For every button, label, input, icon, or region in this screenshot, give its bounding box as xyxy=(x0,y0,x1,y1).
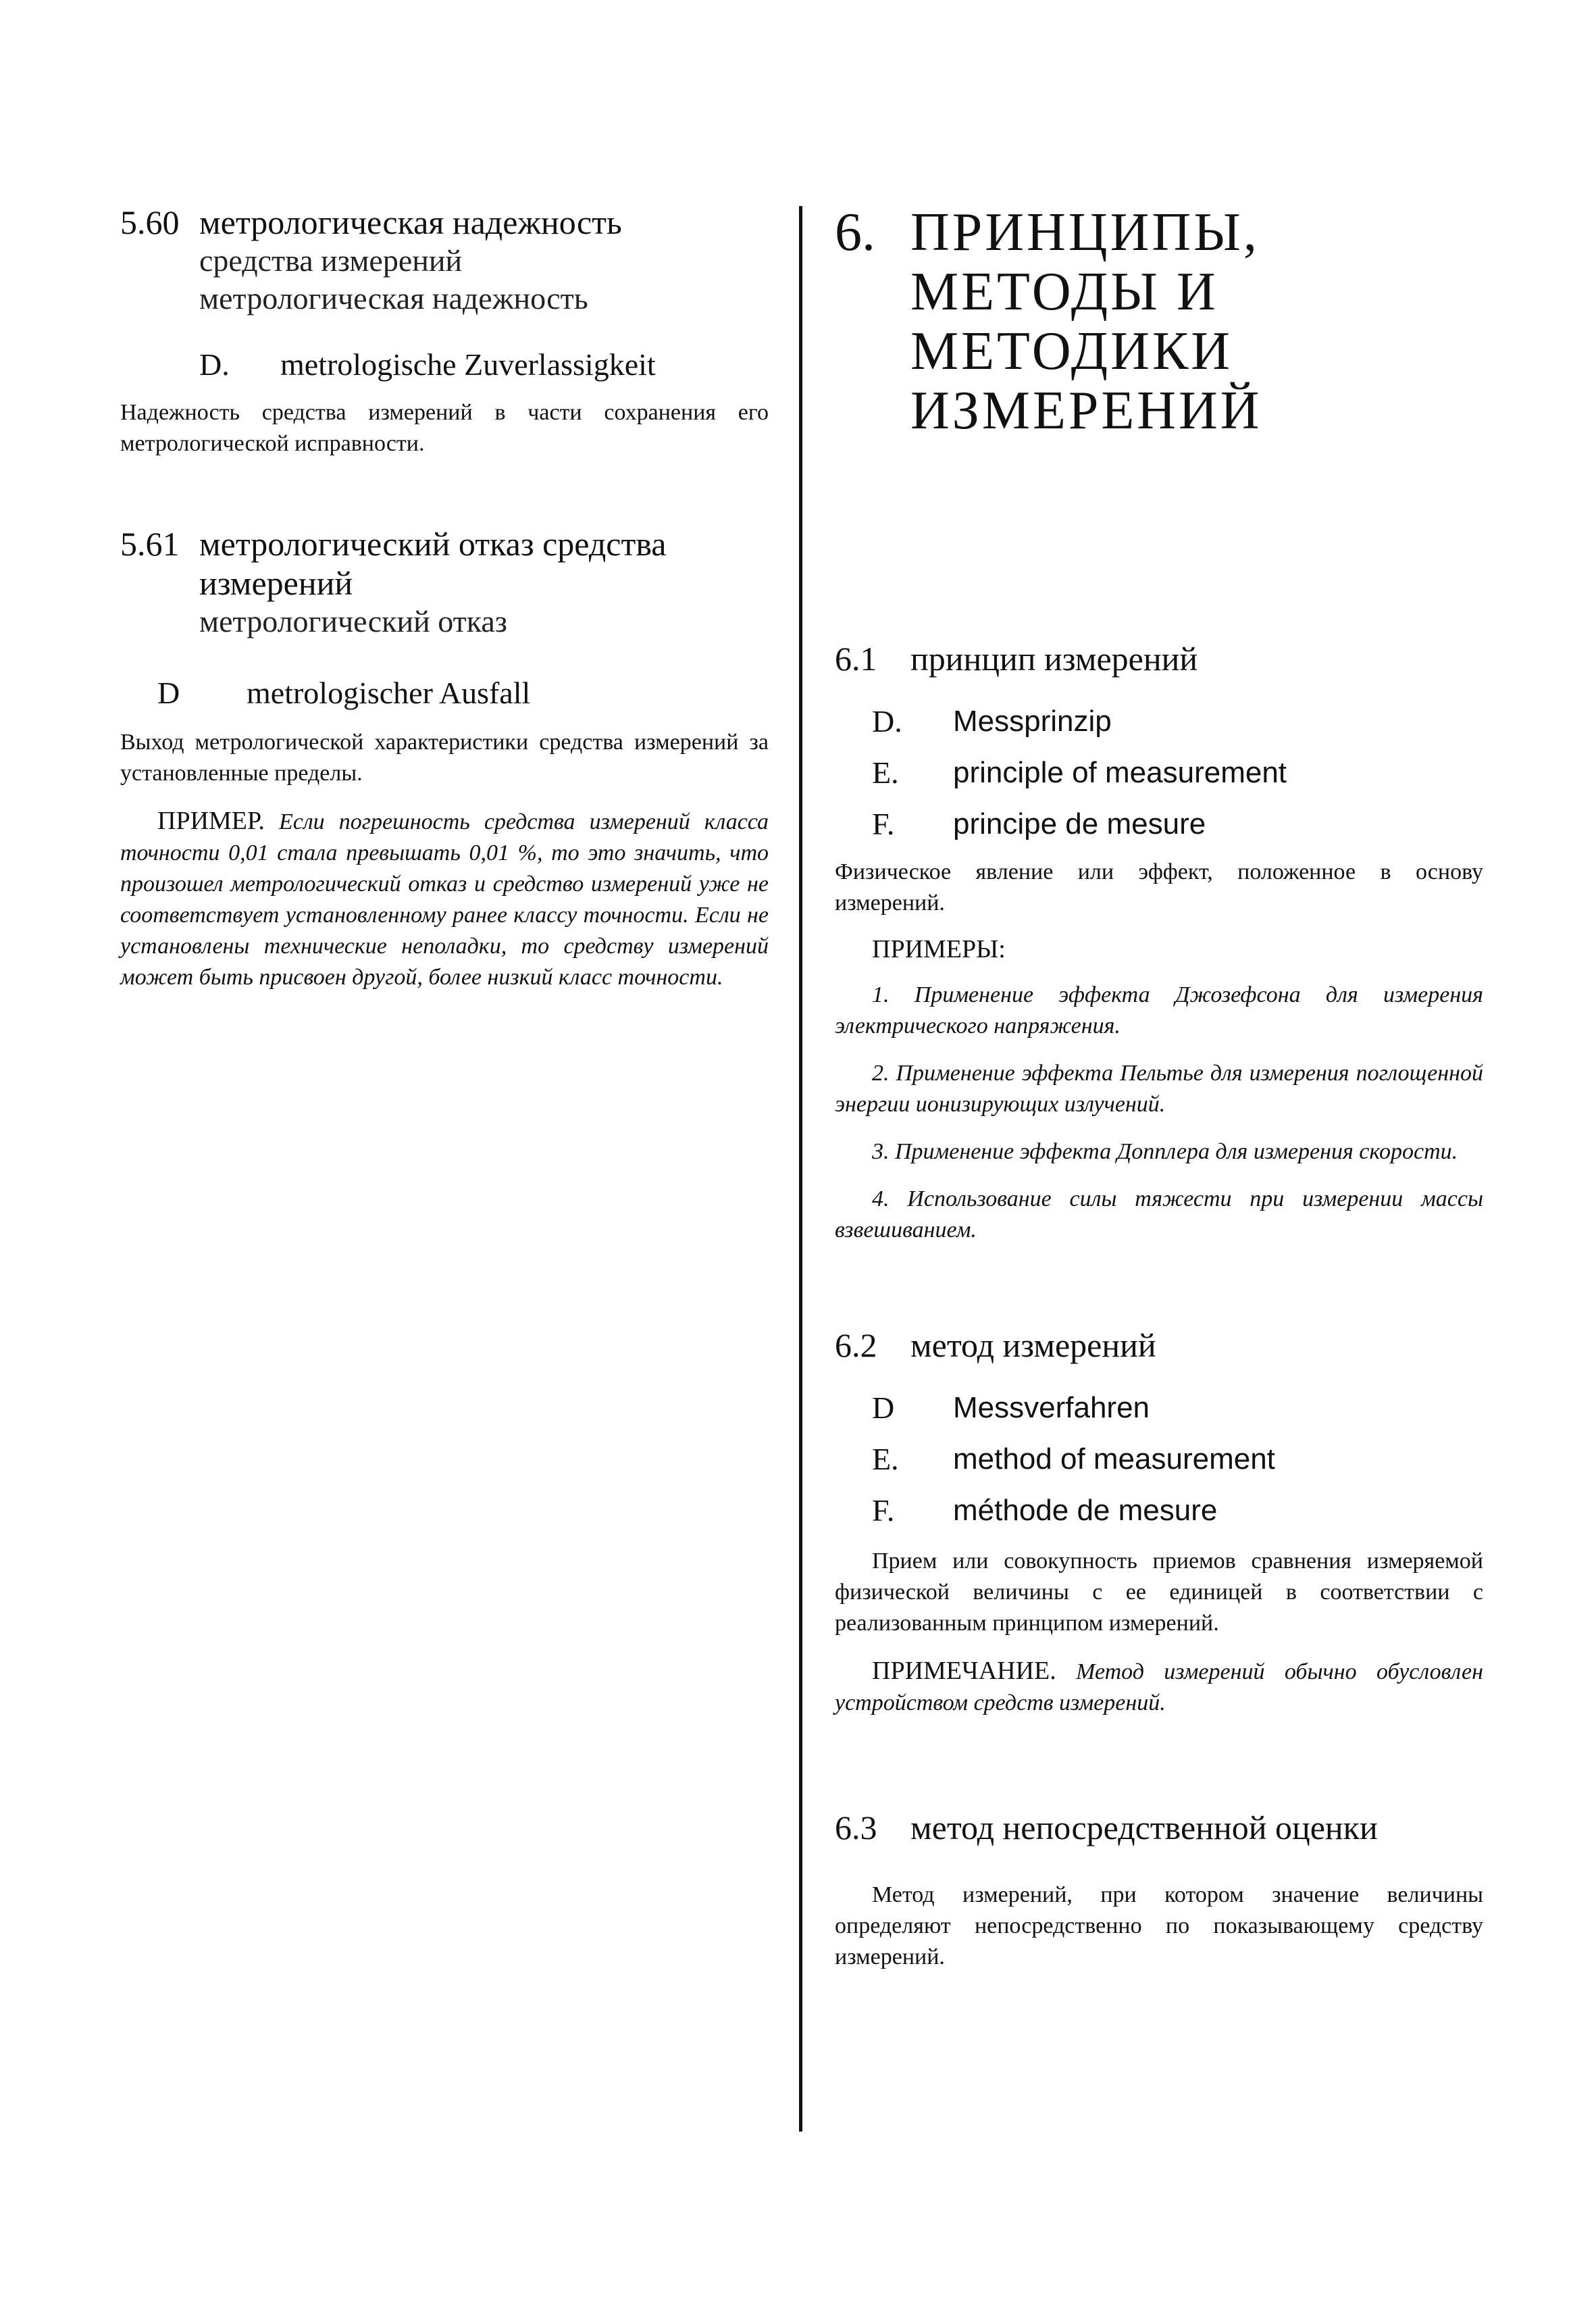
section-title-line: ИЗМЕРЕНИЙ xyxy=(910,381,1262,441)
example-item: 1. Применение эффекта Джозефсона для измерения электрического напряжения. xyxy=(835,982,1483,1038)
example-text: Если погрешность средства измерений класса точности 0,01 стала превышать 0,01 %, то это значить, что произошел метрологический отказ и средство измерений уже не соответствует установленному ранее классу точности. Если не установлены технические неполадки, то средству измерений может быть присвоен другой, более низкий класс точности. xyxy=(120,809,769,990)
column-divider xyxy=(799,206,802,2132)
lang-code: F. xyxy=(872,1493,895,1528)
example xyxy=(120,805,769,993)
term-short: метрологический отказ xyxy=(199,604,507,638)
german-equivalent xyxy=(199,346,769,384)
right-column xyxy=(835,203,1483,1973)
example-item: 4. Использование силы тяжести при измерении массы взвешиванием. xyxy=(835,1186,1483,1242)
term-heading: принцип измерений xyxy=(910,640,1198,678)
term-short: метрологическая надежность xyxy=(199,281,588,316)
example-lead: ПРИМЕР. xyxy=(157,807,265,835)
note xyxy=(835,1655,1483,1719)
entry-6-1 xyxy=(835,639,1483,1246)
lang-code: D. xyxy=(199,347,230,382)
lang-code: F. xyxy=(872,807,895,841)
lang-term: method of measurement xyxy=(953,1442,1275,1476)
note-text: Метод измерений обычно обусловлен устройством средств измерений. xyxy=(835,1659,1483,1715)
definition: Надежность средства измерений в части сохранения его метрологической исправности. xyxy=(120,400,769,456)
entry-number: 6.3 xyxy=(835,1809,877,1846)
entry-number: 5.61 xyxy=(120,525,180,563)
lang-term: méthode de mesure xyxy=(953,1494,1218,1527)
examples-heading: ПРИМЕРЫ: xyxy=(872,935,1006,963)
example-item: 3. Применение эффекта Допплера для измерения скорости. xyxy=(872,1139,1458,1164)
term-heading: метрологическая надежность xyxy=(199,203,622,241)
entry-6-3 xyxy=(835,1808,1483,1973)
french-equivalent xyxy=(872,805,1483,843)
section-heading xyxy=(835,203,1483,441)
definition: Метод измерений, при котором значение величины определяют непосредственно по показывающему средству измерений. xyxy=(835,1882,1483,1969)
term-heading: метрологический отказ средства xyxy=(199,525,667,563)
entry-5-60 xyxy=(120,203,769,459)
lang-term: principle of measurement xyxy=(953,756,1287,789)
example-item: 2. Применение эффекта Пельтье для измерения поглощенной энергии ионизирующих излучений. xyxy=(835,1061,1483,1117)
entry-6-2 xyxy=(835,1326,1483,1719)
english-equivalent xyxy=(872,754,1483,792)
entry-number: 5.60 xyxy=(120,203,180,241)
section-title-line: МЕТОДИКИ xyxy=(910,322,1233,381)
definition: Физическое явление или эффект, положенное в основу измерений. xyxy=(835,859,1483,915)
lang-term: Messprinzip xyxy=(953,705,1112,738)
lang-code: D. xyxy=(872,704,902,738)
lang-term: Messverfahren xyxy=(953,1391,1150,1424)
section-number: 6. xyxy=(835,203,875,262)
section-title-line: МЕТОДЫ И xyxy=(910,262,1218,322)
term-heading-cont: средства измерений xyxy=(199,243,463,278)
entry-5-61 xyxy=(120,524,769,993)
term-heading: метод непосредственной оценки xyxy=(910,1809,1378,1846)
lang-term: metrologischer Ausfall xyxy=(247,676,531,710)
german-equivalent xyxy=(872,703,1483,740)
section-title-line: ПРИНЦИПЫ, xyxy=(910,203,1260,262)
lang-code: D xyxy=(872,1390,895,1425)
english-equivalent xyxy=(872,1440,1483,1478)
lang-term: principe de mesure xyxy=(953,807,1206,840)
german-equivalent xyxy=(872,1389,1483,1427)
entry-number: 6.1 xyxy=(835,640,877,678)
german-equivalent xyxy=(157,674,769,712)
term-heading: метод измерений xyxy=(910,1326,1156,1364)
lang-code: E. xyxy=(872,755,899,790)
left-column xyxy=(120,203,769,993)
lang-code: E. xyxy=(872,1442,899,1476)
entry-number: 6.2 xyxy=(835,1326,877,1364)
definition: Выход метрологической характеристики средства измерений за установленные пределы. xyxy=(120,730,769,786)
definition: Прием или совокупность приемов сравнения измеряемой физической величины с ее единицей в соответствии с реализованным принципом измерений. xyxy=(835,1549,1483,1636)
note-lead: ПРИМЕЧАНИЕ. xyxy=(872,1657,1056,1685)
lang-term: metrologische Zuverlassigkeit xyxy=(280,347,656,382)
french-equivalent xyxy=(872,1492,1483,1530)
term-heading-cont: измерений xyxy=(199,564,353,602)
lang-code: D xyxy=(157,676,180,710)
